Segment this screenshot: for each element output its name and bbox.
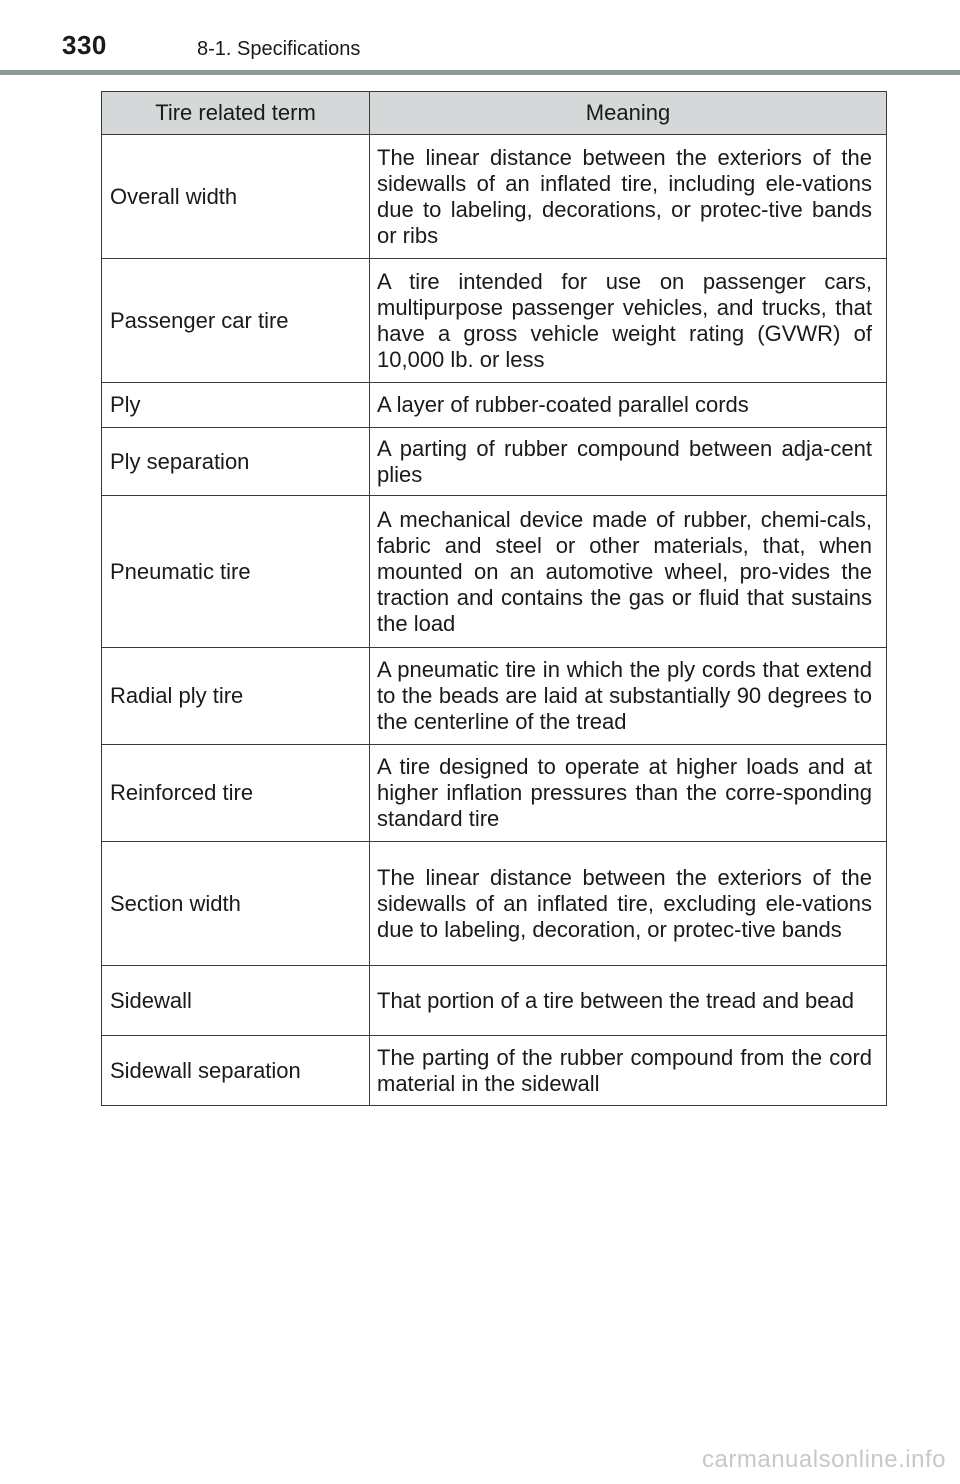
- meaning-cell: The linear distance between the exteriors of the sidewalls of an inflated tire, including ele-vations due to labeling, decorations, or protec-tive bands or ribs: [370, 135, 887, 259]
- term-cell: Sidewall separation: [102, 1036, 370, 1106]
- table-row: [102, 745, 887, 842]
- term-cell: Ply: [102, 383, 370, 428]
- meaning-cell: The linear distance between the exteriors of the sidewalls of an inflated tire, excluding ele-vations due to labeling, decoration, or protec-tive bands: [370, 842, 887, 966]
- table-row: [102, 496, 887, 648]
- page-header: [0, 0, 960, 78]
- meaning-cell: A layer of rubber-coated parallel cords: [370, 383, 887, 428]
- table-header-row: [102, 92, 887, 135]
- table-row: [102, 842, 887, 966]
- term-cell: Section width: [102, 842, 370, 966]
- term-cell: Sidewall: [102, 966, 370, 1036]
- table-row: [102, 259, 887, 383]
- table-row: [102, 383, 887, 428]
- table-row: [102, 135, 887, 259]
- table-row: [102, 1036, 887, 1106]
- meaning-cell: A tire intended for use on passenger cars, multipurpose passenger vehicles, and trucks, that have a gross vehicle weight rating (GVWR) of 10,000 lb. or less: [370, 259, 887, 383]
- term-cell: Radial ply tire: [102, 648, 370, 745]
- header-rule: [0, 70, 960, 75]
- tire-terms-table: [101, 91, 887, 1106]
- watermark: carmanualsonline.info: [702, 1446, 946, 1473]
- meaning-cell: A tire designed to operate at higher loads and at higher inflation pressures than the corre-sponding standard tire: [370, 745, 887, 842]
- table-row: [102, 966, 887, 1036]
- section-title: 8-1. Specifications: [197, 38, 361, 60]
- meaning-cell: A pneumatic tire in which the ply cords that extend to the beads are laid at substantially 90 degrees to the centerline of the tread: [370, 648, 887, 745]
- column-header-meaning: Meaning: [370, 92, 887, 135]
- term-cell: Pneumatic tire: [102, 496, 370, 648]
- meaning-cell: The parting of the rubber compound from the cord material in the sidewall: [370, 1036, 887, 1106]
- column-header-term: Tire related term: [102, 92, 370, 135]
- table-row: [102, 648, 887, 745]
- table-row: [102, 428, 887, 496]
- meaning-cell: A mechanical device made of rubber, chemi-cals, fabric and steel or other materials, that, when mounted on an automotive wheel, pro-vides the traction and contains the gas or fluid that sustains the load: [370, 496, 887, 648]
- term-cell: Ply separation: [102, 428, 370, 496]
- term-cell: Reinforced tire: [102, 745, 370, 842]
- page-number: 330: [62, 30, 107, 60]
- term-cell: Overall width: [102, 135, 370, 259]
- term-cell: Passenger car tire: [102, 259, 370, 383]
- meaning-cell: A parting of rubber compound between adja-cent plies: [370, 428, 887, 496]
- meaning-cell: That portion of a tire between the tread and bead: [370, 966, 887, 1036]
